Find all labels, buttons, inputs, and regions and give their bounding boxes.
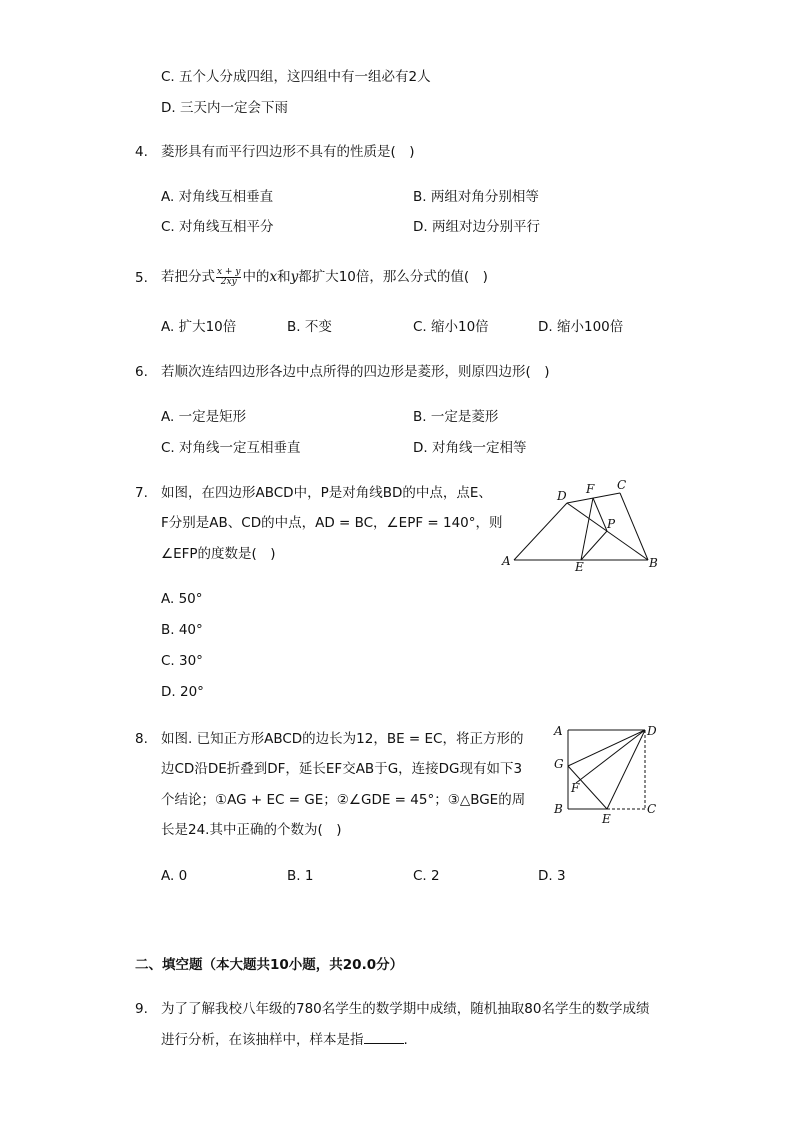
q8-label-A: A	[554, 724, 563, 738]
q5-stem-suffix: 都扩大10倍，那么分式的值( )	[298, 269, 488, 285]
q8-segment-DF	[576, 730, 645, 783]
q7-stem-line2: F分别是AB、CD的中点，AD = BC，∠EPF = 140°，则	[161, 515, 503, 531]
q4-number: 4.	[135, 144, 148, 160]
q3-option-d: D. 三天内一定会下雨	[161, 100, 288, 116]
q7-label-A: A	[502, 554, 511, 568]
q9-stem-line2-text: 进行分析，在该抽样中，样本是指	[161, 1032, 364, 1048]
q9-stem-line1: 为了了解我校八年级的780名学生的数学期中成绩，随机抽取80名学生的数学成绩	[161, 1001, 650, 1017]
q8-stem-line4: 长是24.其中正确的个数为( )	[161, 822, 342, 838]
q5-fraction-numerator: x + y	[217, 266, 241, 277]
q7-stem-line1: 如图，在四边形ABCD中，P是对角线BD的中点，点E、	[161, 485, 492, 501]
q8-label-E: E	[602, 812, 611, 826]
q8-label-B: B	[554, 802, 563, 816]
q4-stem: 菱形具有而平行四边形不具有的性质是( )	[161, 144, 415, 160]
q7-figure	[500, 478, 665, 573]
q8-segment-DE	[607, 730, 645, 809]
q7-number: 7.	[135, 485, 148, 501]
q6-option-b: B. 一定是菱形	[413, 409, 499, 425]
q7-label-C: C	[617, 478, 627, 492]
q5-stem	[161, 262, 488, 292]
q9-number: 9.	[135, 1001, 148, 1017]
q6-number: 6.	[135, 364, 148, 380]
q9-stem-line2-end: .	[403, 1032, 408, 1048]
q8-stem-line3: 个结论；①AG + EC = GE；②∠GDE = 45°；③△BGE的周	[161, 792, 526, 808]
q7-edge-AD	[514, 503, 567, 560]
q8-label-F: F	[571, 781, 580, 795]
q6-option-c: C. 对角线一定互相垂直	[161, 440, 301, 456]
q8-segment-DG	[568, 730, 645, 766]
q6-option-a: A. 一定是矩形	[161, 409, 247, 425]
q5-var-y: y	[290, 269, 299, 285]
q5-fraction	[216, 268, 241, 287]
q3-option-c: C. 五个人分成四组，这四组中有一组必有2人	[161, 69, 431, 85]
q5-option-b: B. 不变	[287, 319, 332, 335]
q5-option-a: A. 扩大10倍	[161, 319, 237, 335]
q6-stem: 若顺次连结四边形各边中点所得的四边形是菱形，则原四边形( )	[161, 364, 550, 380]
q5-option-d: D. 缩小100倍	[538, 319, 624, 335]
q4-option-a: A. 对角线互相垂直	[161, 189, 274, 205]
q8-option-b: B. 1	[287, 868, 314, 884]
q7-label-F: F	[586, 482, 595, 496]
q8-stem-line2: 边CD沿DE折叠到DF，延长EF交AB于G，连接DG现有如下3	[161, 761, 523, 777]
q8-option-c: C. 2	[413, 868, 440, 884]
q7-segment-EF	[581, 498, 593, 560]
q9-answer-blank[interactable]	[364, 1031, 404, 1044]
q5-fraction-denominator: 2xy	[220, 276, 237, 287]
q4-option-b: B. 两组对角分别相等	[413, 189, 539, 205]
q7-label-B: B	[649, 556, 658, 570]
q8-figure	[548, 720, 663, 825]
q7-label-E: E	[575, 560, 584, 574]
q4-option-c: C. 对角线互相平分	[161, 219, 274, 235]
q7-stem-line3: ∠EFP的度数是( )	[161, 546, 276, 562]
q7-option-a: A. 50°	[161, 591, 203, 607]
q8-number: 8.	[135, 731, 148, 747]
q7-label-P: P	[607, 517, 616, 531]
q7-segment-EP	[581, 531, 607, 560]
q5-option-c: C. 缩小10倍	[413, 319, 489, 335]
q5-stem-prefix: 若把分式	[161, 269, 215, 285]
q5-var-x: x	[269, 269, 278, 285]
q8-option-a: A. 0	[161, 868, 188, 884]
q8-stem-line1: 如图. 已知正方形ABCD的边长为12，BE = EC，将正方形的	[161, 731, 524, 747]
q8-option-d: D. 3	[538, 868, 566, 884]
q7-option-b: B. 40°	[161, 622, 203, 638]
q5-stem-mid2: 和	[277, 269, 291, 285]
q5-number: 5.	[135, 270, 148, 286]
q5-stem-mid1: 中的	[242, 269, 270, 285]
q8-label-G: G	[554, 757, 564, 771]
q8-label-C: C	[647, 802, 657, 816]
q7-option-d: D. 20°	[161, 684, 204, 700]
section-title-fill-in: 二、填空题（本大题共10小题，共20.0分）	[135, 957, 404, 973]
q7-label-D: D	[557, 489, 567, 503]
q7-option-c: C. 30°	[161, 653, 203, 669]
q9-stem-line2	[161, 1031, 408, 1049]
q4-option-d: D. 两组对边分别平行	[413, 219, 540, 235]
q6-option-d: D. 对角线一定相等	[413, 440, 527, 456]
q8-label-D: D	[647, 724, 657, 738]
